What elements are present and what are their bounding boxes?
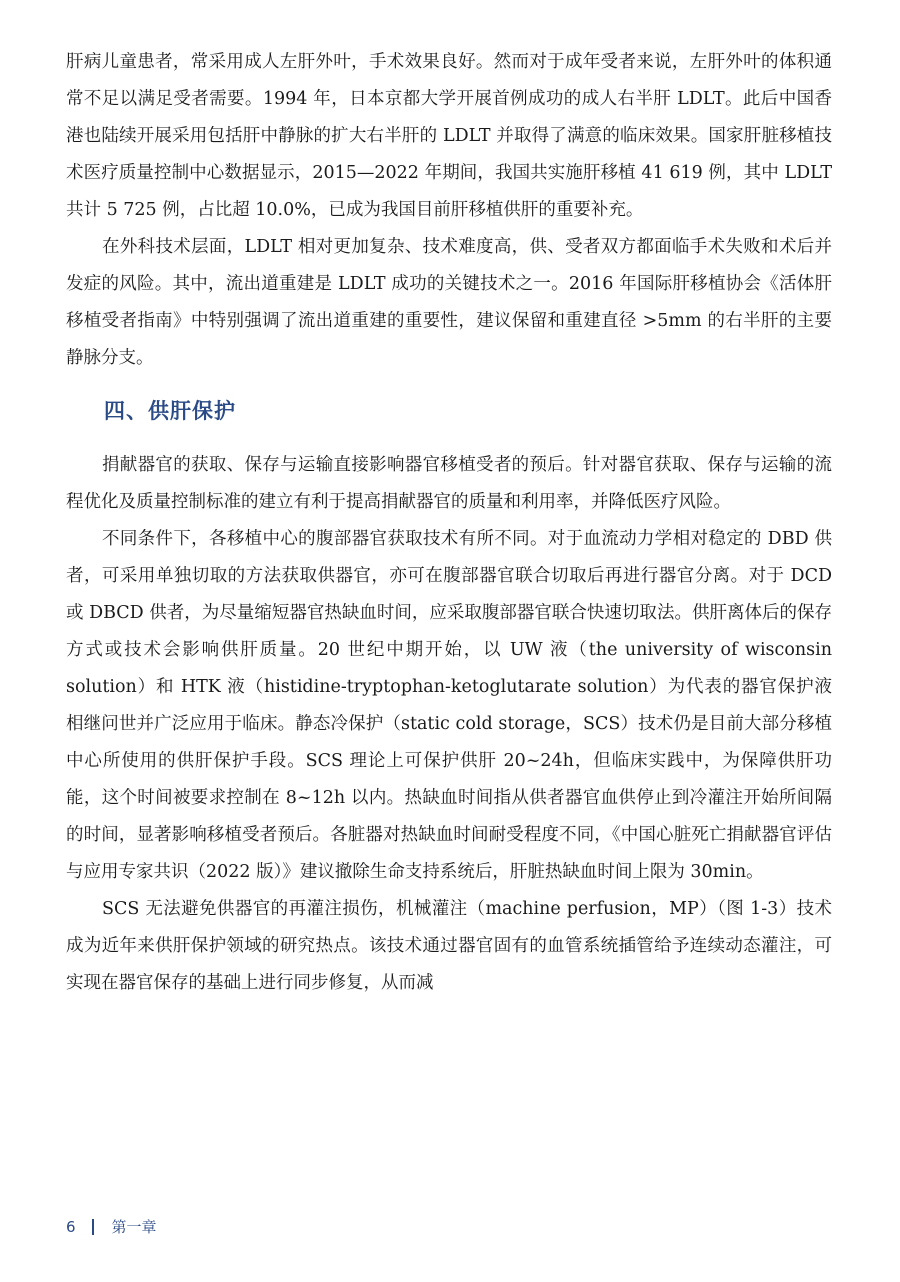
page-body: [66, 44, 832, 1002]
footer-divider: [92, 1219, 94, 1235]
paragraph-surgical-technique: 在外科技术层面，LDLT 相对更加复杂、技术难度高，供、受者双方都面临手术失败和术后并发症的风险。其中，流出道重建是 LDLT 成功的关键技术之一。2016 年国际肝移植协会《活体肝移植受者指南》中特别强调了流出道重建的重要性，建议保留和重建直径 >5mm 的右半肝的主要静脉分支。: [66, 237, 832, 368]
section-heading: 四、供肝保护: [104, 399, 236, 423]
paragraph-procurement-techniques: 不同条件下，各移植中心的腹部器官获取技术有所不同。对于血流动力学相对稳定的 DBD 供者，可采用单独切取的方法获取供器官，亦可在腹部器官联合切取后再进行器官分离。对于 DCD 或 DBCD 供者，为尽量缩短器官热缺血时间，应采取腹部器官联合快速切取法。供肝离体后的保存方式或技术会影响供肝质量。20 世纪中期开始，以 UW 液（the university of wisconsin solution）和 HTK 液（histidine-tryptophan-ketoglutarate solution）为代表的器官保护液相继问世并广泛应用于临床。静态冷保护（static cold storage，SCS）技术仍是目前大部分移植中心所使用的供肝保护手段。SCS 理论上可保护供肝 20~24h，但临床实践中，为保障供肝功能，这个时间被要求控制在 8~12h 以内。热缺血时间指从供者器官血供停止到冷灌注开始所间隔的时间，显著影响移植受者预后。各脏器对热缺血时间耐受程度不同，《中国心脏死亡捐献器官评估与应用专家共识（2022 版）》建议撤除生命支持系统后，肝脏热缺血时间上限为 30min。: [66, 529, 832, 882]
page-number: 6: [66, 1217, 76, 1236]
page-footer: [66, 1216, 157, 1237]
paragraph-machine-perfusion: SCS 无法避免供器官的再灌注损伤，机械灌注（machine perfusion，MP）（图 1-3）技术成为近年来供肝保护领域的研究热点。该技术通过器官固有的血管系统插管给予连续动态灌注，可实现在器官保存的基础上进行同步修复，从而减: [66, 899, 832, 993]
paragraph-organ-procurement: 捐献器官的获取、保存与运输直接影响器官移植受者的预后。针对器官获取、保存与运输的流程优化及质量控制标准的建立有利于提高捐献器官的质量和利用率，并降低医疗风险。: [66, 455, 832, 512]
chapter-label: 第一章: [111, 1218, 157, 1236]
paragraph-ldlt-history: 肝病儿童患者，常采用成人左肝外叶，手术效果良好。然而对于成年受者来说，左肝外叶的体积通常不足以满足受者需要。1994 年，日本京都大学开展首例成功的成人右半肝 LDLT。此后中国香港也陆续开展采用包括肝中静脉的扩大右半肝的 LDLT 并取得了满意的临床效果。国家肝脏移植技术医疗质量控制中心数据显示，2015—2022 年期间，我国共实施肝移植 41 619 例，其中 LDLT 共计 5 725 例，占比超 10.0%，已成为我国目前肝移植供肝的重要补充。: [66, 52, 832, 220]
